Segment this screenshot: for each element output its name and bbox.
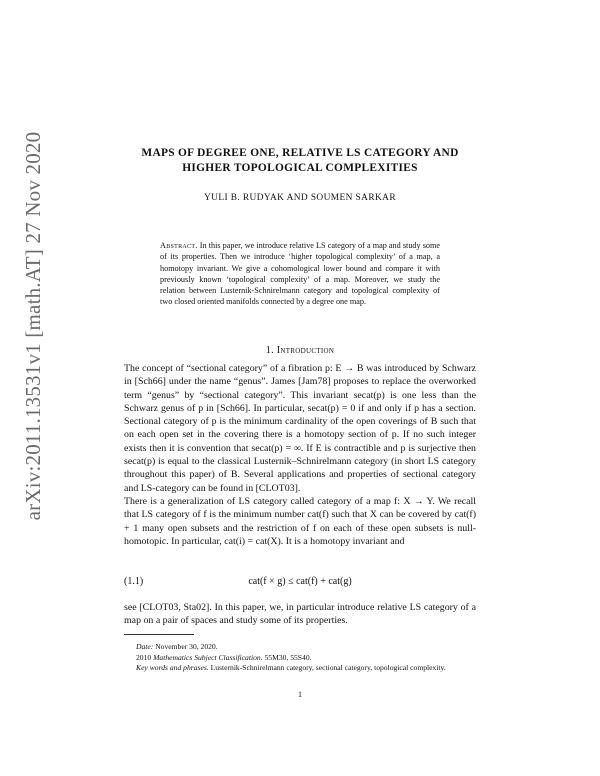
abstract-heading: Abstract. [160,241,198,250]
abstract-text: In this paper, we introduce relative LS category of a map and study some of its properties. Then we introduce ‘higher topological complexity’ of a map, a homotopy invariant. We give a cohomological lower bound and compare it with previously known ‘topological complexity’ of a map. Moreover, we study the relation between Lusternik-Schnirelmann category and topological complexity of two closed oriented manifolds connected by a degree one map. [160,241,441,307]
section-number: 1. [265,345,274,356]
footnote-keywords [124,663,476,674]
footnote-msc [124,653,476,664]
keywords-value: Lusternik-Schnirelmann category, sectional category, topological complexity. [210,663,446,672]
equation-1-1 [124,576,476,590]
equation-formula: cat(f × g) ≤ cat(f) + cat(g) [248,576,352,587]
title-line-2: HIGHER TOPOLOGICAL COMPLEXITIES [182,162,418,174]
footnote-rule [124,634,194,635]
footnote-date [124,642,476,653]
body-text [124,362,476,548]
body-paragraph-after-equation: see [CLOT03, Sta02]. In this paper, we, in particular introduce relative LS category of a map on a pair of spaces and study some of its properties. [124,602,476,627]
msc-value: 55M30, 55S40. [264,652,312,662]
section-heading [120,345,480,356]
body-paragraph-2: There is a generalization of LS category called category of a map f: X → Y. We recall that LS category of f is the minimum number cat(f) such that X can be covered by cat(f) + 1 many open subsets and the restriction of f on each of these open subsets is null-homotopic. In particular, cat(i) = cat(X). It is a homotopy invariant and [124,495,476,547]
page-number: 1 [298,690,302,699]
date-value: November 30, 2020. [155,642,218,651]
section-title: Introduction [276,345,335,356]
paper-authors: YULI B. RUDYAK AND SOUMEN SARKAR [204,193,396,203]
msc-prefix: 2010 [136,652,152,662]
equation-number: (1.1) [124,576,144,587]
abstract [160,240,440,308]
msc-label: Mathematics Subject Classification. [153,652,263,662]
keywords-label: Key words and phrases. [136,663,209,672]
arxiv-sidebar-stamp: arXiv:2011.13531v1 [math.AT] 27 Nov 2020 [21,131,45,521]
title-line-1: MAPS OF DEGREE ONE, RELATIVE LS CATEGORY AND [141,147,459,159]
paper-title [110,146,490,176]
date-label: Date: [136,642,154,651]
body-paragraph-1: The concept of “sectional category” of a fibration p: E → B was introduced by Schwarz in [Sch66] under the name “genus”. James [Jam78] proposes to replace the overworked term “genus” by “sectional category”. This invariant secat(p) is one less than the Schwarz genus of p in [Sch66]. In particular, secat(p) = 0 if and only if p has a section. Sectional category of p is the minimum cardinality of the open coverings of B such that on each open set in the covering there is a homotopy section of p. If no such integer exists then it is convention that secat(p) = ∞. If E is contractible and p is surjective then secat(p) is equal to the classical Lusternik–Schnirelmann category (in short LS category throughout this paper) of B. Several applications and properties of sectional category and LS-category can be found in [CLOT03]. [124,363,476,494]
footnotes [124,642,476,674]
